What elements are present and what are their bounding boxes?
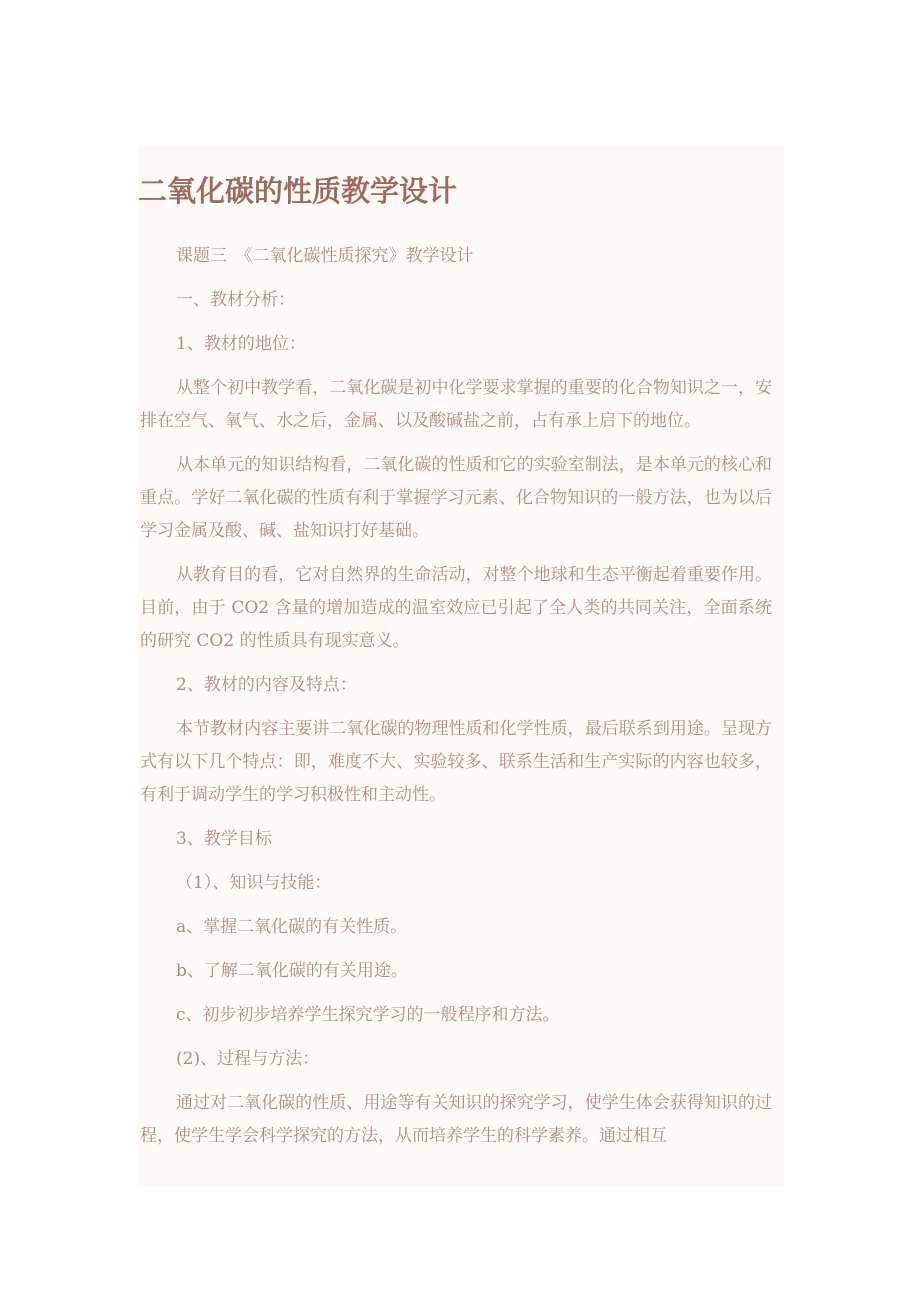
- document-body: [140, 240, 772, 1164]
- paragraph-goal-item-a: a、掌握二氧化碳的有关性质。: [176, 917, 408, 937]
- paragraph-goal-knowledge-skills: （1）、知识与技能：: [176, 873, 332, 893]
- paragraph-goal-process-method: (2)、过程与方法：: [176, 1049, 320, 1069]
- paragraph-goal-item-c: c、初步初步培养学生探究学习的一般程序和方法。: [176, 1005, 560, 1025]
- paragraph-body: 通过对二氧化碳的性质、用途等有关知识的探究学习，使学生体会获得知识的过程，使学生学会科学探究的方法，从而培养学生的科学素养。通过相互: [140, 1093, 772, 1146]
- paragraph-body: 从本单元的知识结构看，二氧化碳的性质和它的实验室制法，是本单元的核心和重点。学好二氧化碳的性质有利于掌握学习元素、化合物知识的一般方法，也为以后学习金属及酸、碱、盐知识打好基础。: [140, 455, 772, 541]
- paragraph-body: 从整个初中教学看，二氧化碳是初中化学要求掌握的重要的化合物知识之一，安排在空气、氧气、水之后，金属、以及酸碱盐之前，占有承上启下的地位。: [140, 378, 772, 431]
- paragraph-subsection-teaching-goals: 3、教学目标: [176, 829, 272, 849]
- paragraph-subsection-content-features: 2、教材的内容及特点：: [176, 675, 357, 695]
- document-title: 二氧化碳的性质教学设计: [138, 174, 458, 208]
- document-page: [138, 145, 784, 1185]
- paragraph-section-textbook-analysis: 一、教材分析：: [176, 290, 295, 310]
- paragraph-subsection-textbook-status: 1、教材的地位：: [176, 334, 306, 354]
- paragraph-body: 从教育目的看，它对自然界的生命活动，对整个地球和生态平衡起着重要作用。目前，由于 CO2 含量的增加造成的温室效应已引起了全人类的共同关注，全面系统的研究 CO2 的性质具有现实意义。: [140, 565, 772, 651]
- paragraph-lesson-heading: 课题三 《二氧化碳性质探究》教学设计: [176, 246, 474, 266]
- paragraph-goal-item-b: b、了解二氧化碳的有关用途。: [176, 961, 408, 981]
- paragraph-body: 本节教材内容主要讲二氧化碳的物理性质和化学性质，最后联系到用途。呈现方式有以下几个特点：即，难度不大、实验较多、联系生活和生产实际的内容也较多，有利于调动学生的学习积极性和主动性。: [140, 719, 772, 805]
